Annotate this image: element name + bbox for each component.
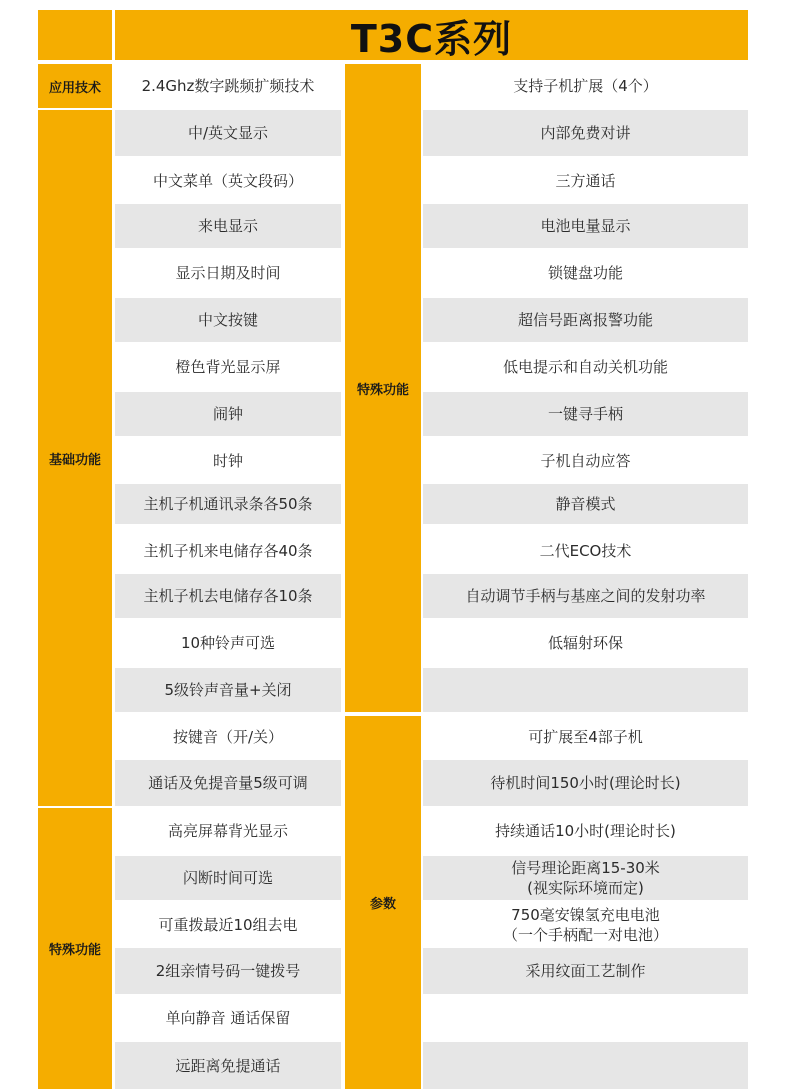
basic-feature-cell-21: 单向静音 通话保留 — [115, 996, 341, 1040]
special-feature-cell-11: 二代ECO技术 — [423, 528, 748, 574]
special-feature-cell-16: 待机时间150小时(理论时长) — [423, 760, 748, 806]
special-feature-cell-8: 一键寻手柄 — [423, 392, 748, 436]
page-title: T3C系列 — [115, 10, 748, 60]
basic-feature-cell-5: 显示日期及时间 — [115, 250, 341, 296]
basic-feature-cell-17: 高亮屏幕背光显示 — [115, 808, 341, 854]
special-feature-cell-18: 信号理论距离15-30米 (视实际环境而定) — [423, 856, 748, 900]
category-special-functions-left: 特殊功能 — [38, 808, 112, 1089]
special-feature-cell-17: 持续通话10小时(理论时长) — [423, 808, 748, 854]
basic-feature-cell-4: 来电显示 — [115, 204, 341, 248]
special-feature-cell-1: 支持子机扩展（4个） — [423, 64, 748, 108]
category-app-tech: 应用技术 — [38, 64, 112, 108]
special-feature-cell-9: 子机自动应答 — [423, 438, 748, 484]
special-feature-cell-7: 低电提示和自动关机功能 — [423, 344, 748, 390]
special-feature-cell-13: 低辐射环保 — [423, 620, 748, 666]
special-feature-cell-10: 静音模式 — [423, 484, 748, 524]
basic-feature-cell-6: 中文按键 — [115, 298, 341, 342]
basic-feature-cell-13: 10种铃声可选 — [115, 620, 341, 666]
basic-feature-cell-19: 可重拨最近10组去电 — [115, 902, 341, 948]
special-feature-cell-6: 超信号距离报警功能 — [423, 298, 748, 342]
basic-feature-cell-9: 时钟 — [115, 438, 341, 484]
basic-feature-cell-16: 通话及免提音量5级可调 — [115, 760, 341, 806]
basic-feature-cell-2: 中/英文显示 — [115, 110, 341, 156]
special-feature-cell-3: 三方通话 — [423, 158, 748, 204]
header-corner — [38, 10, 112, 60]
basic-feature-cell-8: 闹钟 — [115, 392, 341, 436]
special-feature-cell-20: 采用纹面工艺制作 — [423, 948, 748, 994]
special-feature-cell-19: 750毫安镍氢充电电池 （一个手柄配一对电池） — [423, 902, 748, 948]
special-feature-cell-4: 电池电量显示 — [423, 204, 748, 248]
special-feature-cell-22 — [423, 1042, 748, 1089]
category-parameters: 参数 — [345, 716, 421, 1089]
category-special-functions-right: 特殊功能 — [345, 64, 421, 712]
special-feature-cell-5: 锁键盘功能 — [423, 250, 748, 296]
basic-feature-cell-20: 2组亲情号码一键拨号 — [115, 948, 341, 994]
basic-feature-cell-1: 2.4Ghz数字跳频扩频技术 — [115, 64, 341, 108]
basic-feature-cell-10: 主机子机通讯录条各50条 — [115, 484, 341, 524]
special-feature-cell-21 — [423, 996, 748, 1040]
special-feature-cell-15: 可扩展至4部子机 — [423, 714, 748, 760]
special-feature-cell-12: 自动调节手柄与基座之间的发射功率 — [423, 574, 748, 618]
basic-feature-cell-3: 中文菜单（英文段码） — [115, 158, 341, 204]
basic-feature-cell-12: 主机子机去电储存各10条 — [115, 574, 341, 618]
category-basic-functions: 基础功能 — [38, 110, 112, 806]
special-feature-cell-2: 内部免费对讲 — [423, 110, 748, 156]
basic-feature-cell-18: 闪断时间可选 — [115, 856, 341, 900]
basic-feature-cell-14: 5级铃声音量+关闭 — [115, 668, 341, 712]
basic-feature-cell-15: 按键音（开/关） — [115, 714, 341, 760]
basic-feature-cell-7: 橙色背光显示屏 — [115, 344, 341, 390]
basic-feature-cell-22: 远距离免提通话 — [115, 1042, 341, 1089]
basic-feature-cell-11: 主机子机来电储存各40条 — [115, 528, 341, 574]
special-feature-cell-14 — [423, 668, 748, 712]
